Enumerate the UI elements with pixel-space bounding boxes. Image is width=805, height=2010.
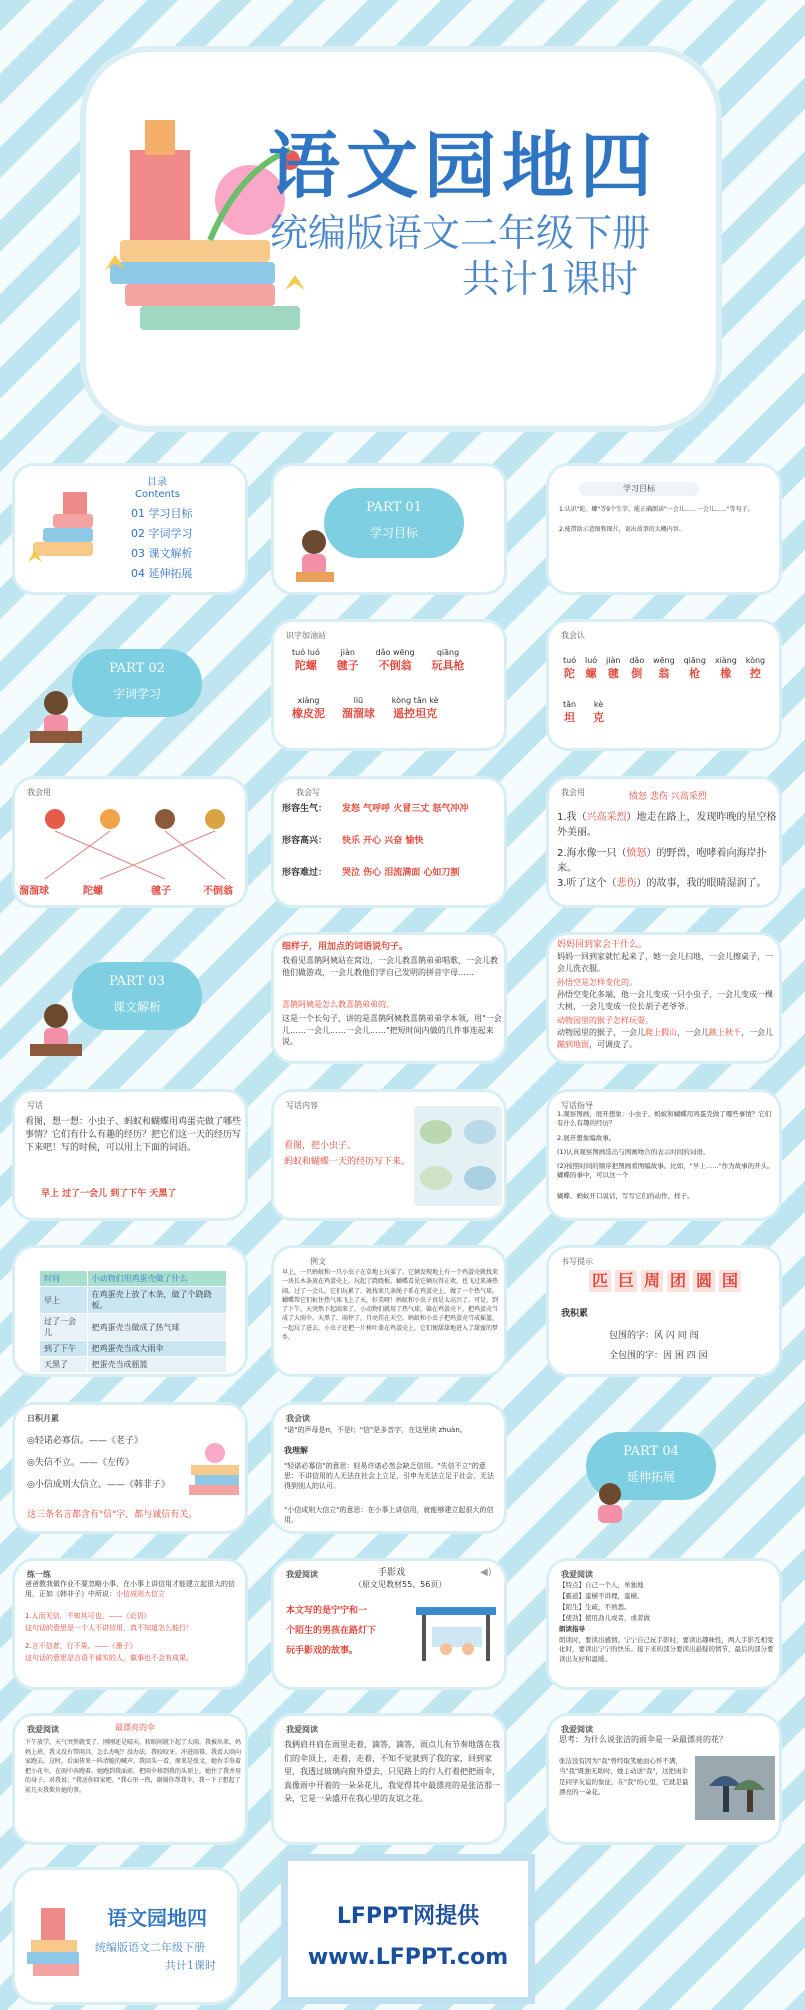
slide-goals[interactable] [546,463,782,595]
pinyin: jiàn [606,656,621,665]
slide-words1[interactable] [271,619,507,751]
table-row: 到了下午 把鸡蛋壳当成大雨伞 [40,1341,227,1357]
story1-source: （原文见教材55、56页） [354,1580,447,1589]
char-box: 周 [641,1270,663,1292]
read2-task-2: 孙悟空是怎样变化的。 [557,978,637,987]
story3-head: 我爱阅读 [286,1725,318,1734]
slide-toc[interactable] [12,463,248,595]
fill-head: 我会用 [561,788,585,797]
goal-1: 1.认识"陀、螺"等9个生字，能正确朗读"一会儿……一会儿……"等句子。 [559,506,754,513]
story1-line-1: 本文写的是宁宁和一 [286,1606,368,1616]
slide-write1[interactable] [12,1089,248,1221]
read1-para-2: 这是一个长句子，讲的是喜鹊阿姨教喜鹊弟弟学本领，用"一会儿……一会儿……一会儿……"把短时间内做的几件事连起来说。 [282,1014,502,1047]
char: 枪 [689,667,701,680]
glossary-line-6: 朗读时，要读出感情。宁宁自己玩手影时，要读出趣味性，两人手影互相变化时，要读出宁宁的快乐。接下来的部分要读出悬疑的情节，最后的部分要读出友好和温暖。 [559,1636,774,1663]
slide-write2[interactable] [271,1089,507,1221]
part2-title: 字词学习 [112,687,161,701]
toy-match-lines [15,797,248,887]
match-head: 我会用 [27,788,51,797]
read2-para-2: 孙悟空变化多端，他一会儿变成一只小虫子，一会儿变成一棵大树，一会儿变成一位长胡子老爷爷。 [557,990,773,1011]
story1-line-2: 个陌生的男孩在路灯下 [286,1626,377,1636]
write-val-1: 发怒 气呼呼 火冒三丈 怒气冲冲 [342,804,469,814]
story1-head: 我爱阅读 [286,1570,318,1579]
write2-line-1: 看图，把小虫子、 [284,1141,357,1151]
notes-head: 我会读 [286,1414,310,1423]
read1-task-1: 细样子，用加点的词语说句子。 [282,942,409,952]
story3-para: 我俩肩并肩在雨里走着，滴答，滴答，雨点儿有节奏地落在我们的伞顶上，走着，走着，不知不觉就到了我的家，回到家里，我透过玻璃向窗外望去，只见路上的行人打着把把雨伞，真像雨中开着的一朵朵花儿，我觉得其中最漂亮的是张洁那一朵，它是一朵盛开在我心里的友谊之花。 [284,1740,500,1804]
story2-title: 最漂亮的伞 [115,1723,155,1732]
think-question: 思考：为什么说张洁的雨伞是一朵最漂亮的花？ [559,1735,727,1744]
example-head: 例文 [310,1257,326,1266]
char-box: 巨 [615,1270,637,1292]
read2-task-3: 动物园里的猴子怎样玩耍。 [557,1016,653,1025]
words1-head: 识字加油站 [286,631,326,640]
girl-reading-icon [586,1480,636,1530]
book-stack-illustration [25,1890,85,1980]
char-box: 团 [667,1270,689,1292]
notes-para-2: "轻诺必寡信"的意思：轻易许诺必然会缺乏信用。"失信不立"的意思：不讲信用的人无法在社会上立足，引申为无法立足于社会，无法得到别人的认可。 [284,1462,494,1491]
practice-note-2: 这句话的意思是言语不诚实的人，做事也不会有成果。 [25,1654,193,1662]
end-lessons: 共计1课时 [165,1959,216,1972]
saying-2: ◎失信不立。——《左传》 [27,1458,134,1468]
char: 螺 [585,667,597,680]
word: 不倒翁 [378,659,412,672]
char-box: 国 [719,1270,741,1292]
story2-head: 我爱阅读 [27,1725,59,1734]
char: 坦 [564,711,576,724]
char: 克 [592,711,604,724]
toc-title: 目录 [147,477,167,488]
char: 毽 [607,667,619,680]
practice-note-1: 这句话的意思是一个人不讲信用，真不知道怎么能行！ [25,1624,193,1632]
notes-para-1: "诺"的声母是n，不是l；"信"是多音字，在这里读 zhuàn。 [284,1426,467,1434]
slide-part2[interactable] [12,619,248,751]
saying-3: ◎小信成则大信立。——《韩非子》 [27,1480,170,1490]
part1-label: PART 01 [366,500,422,515]
story1-line-3: 玩手影戏的故事。 [286,1646,359,1656]
words1-row-1 [292,648,479,673]
fill-words: 愤怒 悲伤 兴高采烈 [629,792,707,802]
toc-item-2[interactable]: 02 字词学习 [131,527,193,540]
match-label-3: 毽子 [151,886,171,897]
goals-title: 学习目标 [579,482,699,496]
glossary-line-1: 【特点】自己一个人，单独地 [559,1581,644,1589]
write2-head: 写话内容 [286,1101,318,1110]
toc-item-4[interactable]: 04 延伸拓展 [131,567,193,580]
read2-para-3: 动物园里的猴子，一会儿爬上假山，一会儿跳上秋千，一会儿蹦到地面，可调皮了。 [557,1028,773,1049]
slide-story1[interactable] [271,1558,507,1690]
read2-para-1: 妈妈一回到家就忙起来了，她一会儿扫地，一会儿擦桌子，一会儿洗衣服。 [557,952,773,973]
pinyin: tuó [563,656,577,665]
toc-title-en: Contents [135,489,180,500]
title: 语文园地四 [268,123,659,208]
word: 玩具枪 [431,659,465,672]
example-para: 早上，一只蚂蚁和一只小虫子在草地上玩耍了。它俩发现地上有一个鸡蛋壳就找来一块长木条放在鸡蛋壳上，玩起了跷跷板。蝴蝶看见它俩玩得正欢，也飞过来凑热闹。过了一会儿，它们玩累了，就找来几条绳子系在鸡蛋壳上，做了一个热气球。蝴蝶帮它们扯住热气球飞上了天，好美呀！蚂蚁和小虫子真是太高兴了。可是，到了下午，天突然下起雨来了，小动物们就用了热气球，躲在鸡蛋壳下，把鸡蛋壳当成了大雨伞。天黑了，雨停了，月亮挂在天空。蚂蚁和小虫子把鸡蛋壳当成摇篮，一起玩了进去。小虫子还把一片树叶盖在鸡蛋壳上，它们便甜甜地进入了甜蜜的梦乡。 [282,1269,499,1342]
toc-item-3[interactable]: 03 课文解析 [131,547,193,560]
table-row: 早上 在鸡蛋壳上放了木条，做了个跷跷板。 [40,1287,227,1314]
table-header: 小动物们用鸡蛋壳做了什么 [87,1271,226,1287]
word: 毽子 [336,659,359,672]
activity-table [39,1270,227,1373]
char: 橡 [720,667,732,680]
practice-line-2: 2.言不信者，行不果。——《墨子》 [25,1642,137,1650]
guide-line-3: (1)认真观察图画选出与图画吻合的表示时间的词语。 [557,1148,710,1156]
fill-sentence-2: 2.海水像一只（愤怒）的野兽，咆哮着向海岸扑来。 [557,848,767,874]
write2-line-2: 蚂蚁和蝴蝶一天的经历写下来。 [284,1157,411,1167]
match-label-2: 陀螺 [83,886,103,897]
part3-title: 课文解析 [112,1000,161,1014]
goal-2: 2.能借助示意图和图片，说出故事的大概内容。 [559,526,685,533]
slide-fill[interactable] [546,776,782,908]
write1-para: 看图，想一想：小虫子、蚂蚁和蝴蝶用鸡蛋壳做了哪些事情？它们有什么有趣的经历？把它们这一天的经历写下来吧！写的时候，可以用上下面的词语。 [25,1117,242,1154]
slide-read2[interactable] [546,932,782,1064]
write-key-1: 形容生气： [282,804,328,814]
write1-words: 早上 过了一会儿 到了下午 天黑了 [41,1189,177,1199]
toc-item-1[interactable]: 01 学习目标 [131,507,193,520]
pinyin: tuó luó [292,648,320,657]
slide-end[interactable] [12,1867,240,2005]
story2-para: 下午放学，天气突然就变了，刚刚还是晴天，转眼间就下起了大雨。我被出来，妈妈上班，我又没有带雨具，怎么办呢？没办法，我咬咬牙，冲进雨幕，我看大雨向家跑去。这时，后面传来一阵清脆的喊声。我回头一看，原来是张文，她右手举着把小花伞，在雨中奔跑着。她跑到我面前，把雨伞移到我的头顶上，她往了我并用的身子。对我说："我送你回家吧。"我心里一热，谢谢你帮我伞，我一下子想起了前几天我欺负她的事。 [25,1739,242,1794]
girl-reading-icon [26,687,86,747]
char: 陀 [564,667,576,680]
part3-label: PART 03 [109,974,165,989]
practice-line-1: 1.人而无信，不知其可也。——《论语》 [25,1612,151,1620]
cloud-shape [72,649,202,717]
slide-notes[interactable] [271,1402,507,1534]
write-key-3: 形容难过： [282,868,328,878]
stairs-illustration [23,482,113,582]
end-subtitle: 统编版语文二年级下册 [95,1941,205,1954]
hint-sub: 我积累 [561,1309,589,1319]
pinyin: qiāng [436,648,460,657]
table-header: 时间 [40,1271,88,1287]
think-answer: 张洁没有因为"我"曾经取笑她而心怀不满，当"我"既独无助时，她主动送"我"，这把雨伞是同学友谊的象征，在"我"的心里，它就是最漂亮的一朵花。 [559,1757,689,1797]
slide-write[interactable] [271,776,507,908]
subtitle: 统编版语文二年级下册 [270,211,651,255]
cloud-shape [72,962,202,1030]
char: 控 [749,667,761,680]
pinyin: xiàng [714,656,737,665]
eggshell-pictures [414,1106,502,1206]
slide-words2[interactable] [546,619,782,751]
slide-match[interactable] [12,776,248,908]
slide-hint[interactable] [546,1245,782,1377]
practice-head: 练一练 [27,1570,51,1579]
pinyin: liū [353,696,364,705]
pinyin: wēng [653,656,675,665]
word: 溜溜球 [341,707,375,720]
slide-think[interactable] [546,1713,782,1845]
read1-task-2: 喜鹊阿姨是怎么教喜鹊弟弟的。 [282,1000,394,1009]
guide-line-2: 2.展开想象编故事。 [557,1134,616,1142]
words2-row-1 [563,656,765,681]
read2-task-1: 妈妈回到家会干什么。 [557,940,648,950]
think-head: 我爱阅读 [561,1725,593,1734]
words2-head: 我会认 [561,631,585,640]
pinyin: jiàn [340,648,355,657]
hint-line-1: 包围的字：风 闪 同 闯 [609,1331,699,1341]
slide-part4[interactable] [546,1402,782,1534]
hint-head: 书写提示 [561,1257,593,1266]
guide-line-1: 1.观察图画，展开想象：小虫子、蚂蚁和蝴蝶用鸡蛋壳做了哪些事情？它们有什么有趣的经历？ [557,1110,772,1128]
pinyin: xiàng [297,696,320,705]
glossary-line-3: 【陌生】生疏，不熟悉。 [559,1603,631,1611]
slide-guide[interactable] [546,1089,782,1221]
word: 遥控坦克 [393,707,438,720]
char-box: 圆 [693,1270,715,1292]
char-box: 匹 [589,1270,611,1292]
practice-para: 爸爸教我做作业不要忽略小事，在小事上讲信用才能建立起很大的信用，正如《韩非子》中所说：小信成则大信立 [25,1580,235,1599]
fill-sentence-3: 3.听了这个（悲伤）的故事，我的眼睛湿润了。 [557,878,767,889]
write-head: 我会写 [296,788,320,797]
table-row: 过了一会儿 把鸡蛋壳当做成了热气球 [40,1314,227,1341]
book-stack-icon [187,1435,243,1495]
slide-example[interactable] [271,1245,507,1377]
glossary-line-5: 朗读指导 [559,1625,585,1633]
banner-line-2: www.LFPPT.com [307,1945,509,1970]
part1-title: 学习目标 [369,526,418,540]
match-label-1: 溜溜球 [19,886,49,897]
slide-part1[interactable] [271,463,507,595]
slide-glossary[interactable] [546,1558,782,1690]
table-row: 天黑了 把蛋壳当成摇篮 [40,1357,227,1373]
slide-practice[interactable] [12,1558,248,1690]
bus-stop-picture [412,1597,500,1667]
saying-1: ◎轻诺必寡信。——《老子》 [27,1436,143,1446]
read1-para-1: 我看见喜鹊阿姨站在窝边，一会儿教喜鹊弟弟唱歌，一会儿教他们做游戏，一会儿教他们学自己发明的拼音字母…… [282,956,498,977]
slide-sayings[interactable] [12,1402,248,1534]
glossary-line-2: 【霸道】蛮横不讲理，蛮横。 [559,1592,644,1600]
banner-line-1: LFPPT网提供 [336,1904,480,1929]
umbrella-photo [695,1756,775,1820]
pinyin: qiāng [683,656,706,665]
part4-title: 延伸拓展 [626,1470,675,1484]
fill-sentence-1: 1.我（兴高采烈）地走在路上，发现昨晚的星空格外美丽。 [557,812,777,838]
write-val-2: 快乐 开心 兴奋 愉快 [342,836,424,846]
pinyin: luó [584,656,598,665]
char: 翁 [658,667,670,680]
word: 橡皮泥 [292,707,325,720]
lesson-count: 共计1课时 [462,257,639,301]
guide-head: 写话指导 [561,1101,593,1110]
word: 陀螺 [294,659,317,672]
end-title: 语文园地四 [107,1906,207,1930]
write-val-3: 哭泣 伤心 泪流满面 心如刀割 [342,868,460,878]
notes-para-3: "小信成则大信立"的意思：在小事上讲信用，就能够建立起很大的信用。 [284,1506,494,1525]
sayings-note: 这三条名言都含有"信"字，都与诚信有关。 [27,1510,198,1520]
notes-sub: 我理解 [284,1446,308,1455]
pinyin: dǎo wēng [375,648,415,657]
part4-label: PART 04 [623,1444,679,1459]
char: 倒 [631,667,643,680]
slide-table[interactable] [12,1245,248,1377]
pinyin: kè [593,700,604,709]
pinyin: dǎo [629,656,645,665]
write-key-2: 形容高兴： [282,836,328,846]
write1-head: 写话 [27,1101,43,1110]
part2-label: PART 02 [109,661,165,676]
glossary-line-4: 【使劲】使用劲儿或者，或者做 [559,1614,650,1622]
speaker-icon[interactable]: ◀) [480,1567,492,1578]
glossary-head: 我爱阅读 [561,1570,593,1579]
match-label-4: 不倒翁 [203,886,233,897]
slide-story2[interactable] [12,1713,248,1845]
pinyin: tǎn [563,700,577,709]
pinyin: kòng tǎn kè [391,696,439,705]
pinyin: kòng [745,656,766,665]
story1-title: 手影戏 [378,1568,406,1578]
guide-line-4: (2)按照时间的顺序把图画看图编故事。比如，"早上……"作为故事的开头。蝴蝶的事中，可以这一个 [557,1162,774,1180]
slide-part3[interactable] [12,932,248,1064]
words2-row-2 [563,700,618,725]
girl-reading-icon [26,1000,86,1060]
lfppt-banner[interactable] [281,1854,535,2004]
slide-story3[interactable] [271,1713,507,1845]
sayings-head: 日积月累 [27,1414,59,1423]
words1-row-2 [292,696,453,721]
hint-chars [589,1270,741,1292]
guide-line-5: 蝴蝶、蚂蚁开口说话，写写它们的动作、样子。 [557,1192,694,1200]
girl-reading-icon [290,526,340,586]
cloud-shape [324,488,464,558]
slide-read1[interactable] [271,932,507,1064]
hint-line-2: 全包围的字：因 困 四 园 [609,1351,708,1361]
